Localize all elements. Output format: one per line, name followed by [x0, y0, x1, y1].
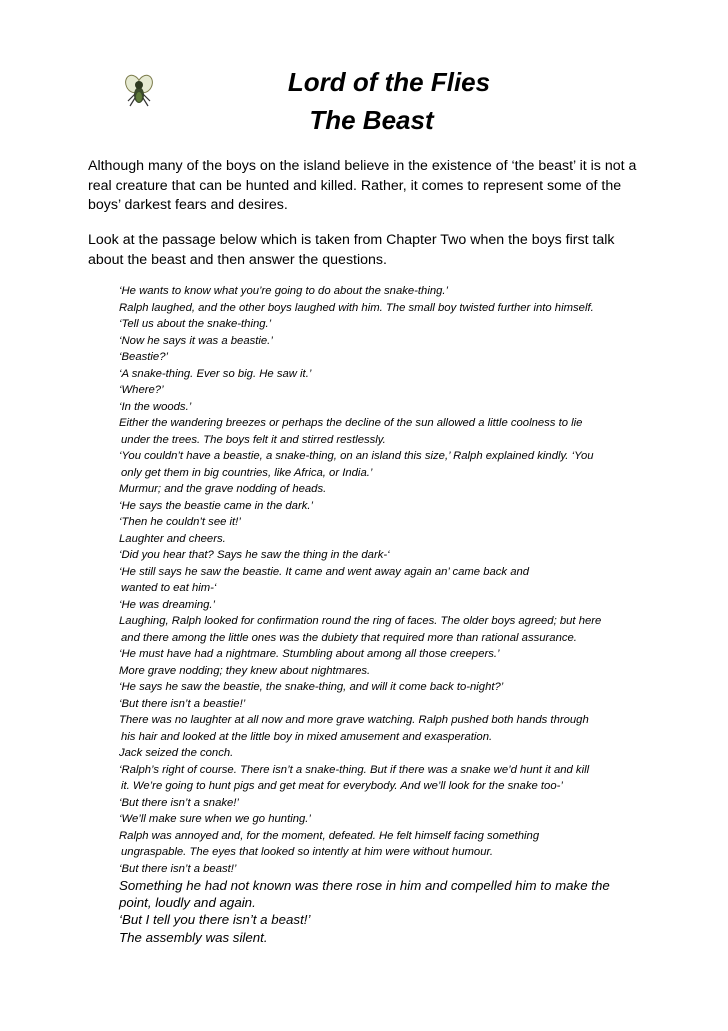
passage-line: The assembly was silent.	[119, 929, 268, 945]
passage-line: Jack seized the conch.	[119, 747, 234, 759]
passage-line: ‘In the woods.’	[119, 400, 192, 413]
passage-line: point, loudly and again.	[119, 895, 256, 911]
passage-line: ‘But there isn’t a beast!’	[119, 862, 237, 875]
passage-line: wanted to eat him-‘	[121, 582, 217, 594]
passage-line: ‘Now he says it was a beastie.’	[119, 334, 273, 347]
passage-line: ‘Beastie?’	[119, 351, 168, 363]
passage-line: Laughter and cheers.	[119, 532, 226, 545]
passage-line: ‘He says he saw the beastie, the snake-thing, and will it come back to-night?’	[119, 681, 504, 693]
passage-line: only get them in big countries, like Africa, or India.’	[121, 466, 373, 479]
passage-line: under the trees. The boys felt it and stirred restlessly.	[121, 433, 386, 446]
passage-line: Laughing, Ralph looked for confirmation round the ring of faces. The older boys agreed; but here	[119, 615, 602, 627]
passage-line: ‘He says the beastie came in the dark.’	[119, 499, 314, 512]
passage-extract	[119, 283, 659, 946]
passage-line: Something he had not known was there rose in him and compelled him to make the	[119, 878, 610, 893]
passage-line: ‘Where?’	[119, 384, 164, 396]
passage-line: his hair and looked at the little boy in mixed amusement and exasperation.	[121, 730, 493, 743]
passage-line: ‘Then he couldn’t see it!’	[119, 516, 241, 528]
passage-line: ‘He was dreaming.’	[119, 598, 216, 611]
passage-line: More grave nodding; they knew about nightmares.	[119, 664, 371, 677]
passage-line: ‘Tell us about the snake-thing.’	[119, 318, 272, 330]
passage-line: ‘A snake-thing. Ever so big. He saw it.’	[119, 367, 312, 380]
passage-line: ‘But there isn’t a beastie!’	[119, 697, 246, 710]
passage-line: Ralph was annoyed and, for the moment, defeated. He felt himself facing something	[119, 829, 540, 842]
passage-line: ‘He must have had a nightmare. Stumbling about among all those creepers.’	[119, 648, 500, 660]
passage-line: ‘You couldn’t have a beastie, a snake-thing, on an island this size,’ Ralph explained kindly. ‘You	[119, 450, 594, 462]
page-title: Lord of the Flies	[287, 67, 491, 97]
passage-line: There was no laughter at all now and more grave watching. Ralph pushed both hands through	[119, 714, 589, 726]
passage-line: ungraspable. The eyes that looked so intently at him were without humour.	[121, 846, 493, 858]
passage-line: ‘But I tell you there isn’t a beast!’	[119, 912, 311, 928]
passage-line: ‘But there isn’t a snake!’	[119, 796, 239, 809]
passage-line: ‘Did you hear that? Says he saw the thing in the dark-‘	[119, 549, 390, 561]
passage-line: it. We’re going to hunt pigs and get meat for everybody. And we’ll look for the snake too-’	[121, 780, 563, 792]
instructions-paragraph: Look at the passage below which is taken from Chapter Two when the boys first talk about the beast and then answer the questions.	[88, 232, 615, 268]
passage-line: ‘He still says he saw the beastie. It came and went away again an’ came back and	[119, 565, 530, 578]
passage-line: Ralph laughed, and the other boys laughed with him. The small boy twisted further into himself.	[119, 301, 594, 314]
intro-paragraph: Although many of the boys on the island believe in the existence of ‘the beast’ it is not a real creature that can be hunted and killed. Rather, it comes to represent some of the boys’ darkest fears and desires.	[88, 158, 637, 213]
page-subtitle: The Beast	[309, 105, 434, 135]
passage-line: and there among the little ones was the dubiety that required more than rational assurance.	[121, 631, 577, 644]
passage-line: Murmur; and the grave nodding of heads.	[119, 483, 327, 495]
passage-line: ‘He wants to know what you’re going to do about the snake-thing.’	[119, 285, 449, 297]
passage-line: Either the wandering breezes or perhaps the decline of the sun allowed a little coolness to lie	[119, 417, 583, 429]
passage-line: ‘We’ll make sure when we go hunting.’	[119, 813, 311, 825]
passage-line: ‘Ralph’s right of course. There isn’t a snake-thing. But if there was a snake we’d hunt it and kill	[119, 763, 590, 776]
